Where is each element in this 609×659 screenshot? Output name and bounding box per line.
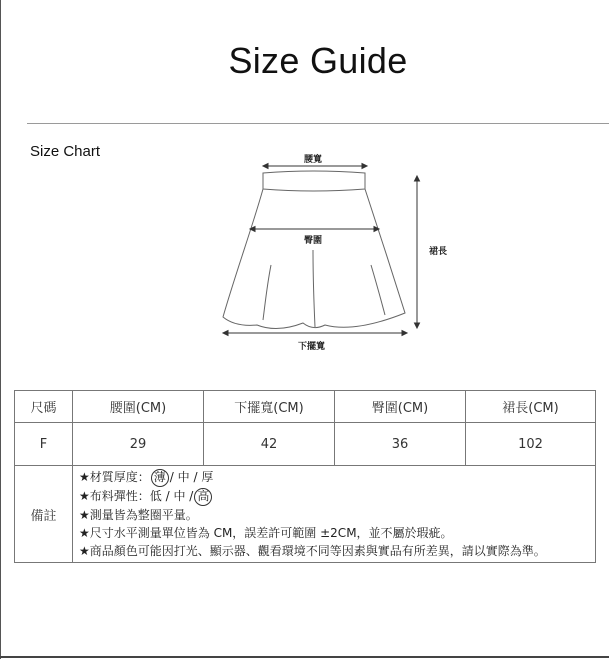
hem-label: 下擺寬 — [298, 342, 326, 352]
hip-arrow — [250, 227, 379, 232]
title-divider — [27, 123, 609, 124]
waist-label: 腰寬 — [304, 155, 323, 165]
hem-arrow — [223, 331, 407, 336]
note-unit: ★尺寸水平測量單位皆為 CM，誤差許可範圍 ±2CM，並不屬於瑕疵。 — [79, 526, 453, 540]
note-material: ★材質厚度： 薄 / 中 / 厚 — [79, 468, 595, 487]
cell-length: 102 — [466, 423, 596, 466]
cell-size: F — [15, 423, 73, 466]
cell-hip: 36 — [335, 423, 466, 466]
skirt-outline — [223, 171, 405, 329]
frame-left-border — [0, 0, 1, 659]
length-label: 裙長 — [429, 247, 448, 257]
size-table — [14, 390, 596, 563]
note-elasticity: ★布料彈性：低 / 中 / 高 — [79, 487, 595, 506]
page-title: Size Guide — [228, 40, 408, 81]
table-header-row — [15, 391, 596, 423]
size-chart-label: Size Chart — [30, 143, 101, 160]
header-length: 裙長(CM) — [466, 391, 596, 423]
length-arrow — [415, 176, 420, 328]
notes-label: 備註 — [15, 466, 73, 563]
header-size: 尺碼 — [15, 391, 73, 423]
elastic-selected-high: 高 — [194, 488, 212, 506]
header-hip: 臀圍(CM) — [335, 391, 466, 423]
frame-bottom-border — [0, 656, 609, 658]
skirt-measurement-diagram — [195, 145, 465, 360]
note-measure: ★測量皆為整圈平量。 — [79, 508, 198, 522]
material-selected-thin: 薄 — [151, 469, 169, 487]
table-row — [15, 423, 596, 466]
header-waist: 腰圍(CM) — [73, 391, 204, 423]
notes-cell — [73, 466, 596, 563]
notes-row — [15, 466, 596, 563]
header-hem: 下擺寬(CM) — [204, 391, 335, 423]
cell-waist: 29 — [73, 423, 204, 466]
note-color: ★商品顏色可能因打光、顯示器、觀看環境不同等因素與實品有所差異，請以實際為準。 — [79, 544, 546, 558]
hip-label: 臀圍 — [304, 236, 323, 246]
cell-hem: 42 — [204, 423, 335, 466]
